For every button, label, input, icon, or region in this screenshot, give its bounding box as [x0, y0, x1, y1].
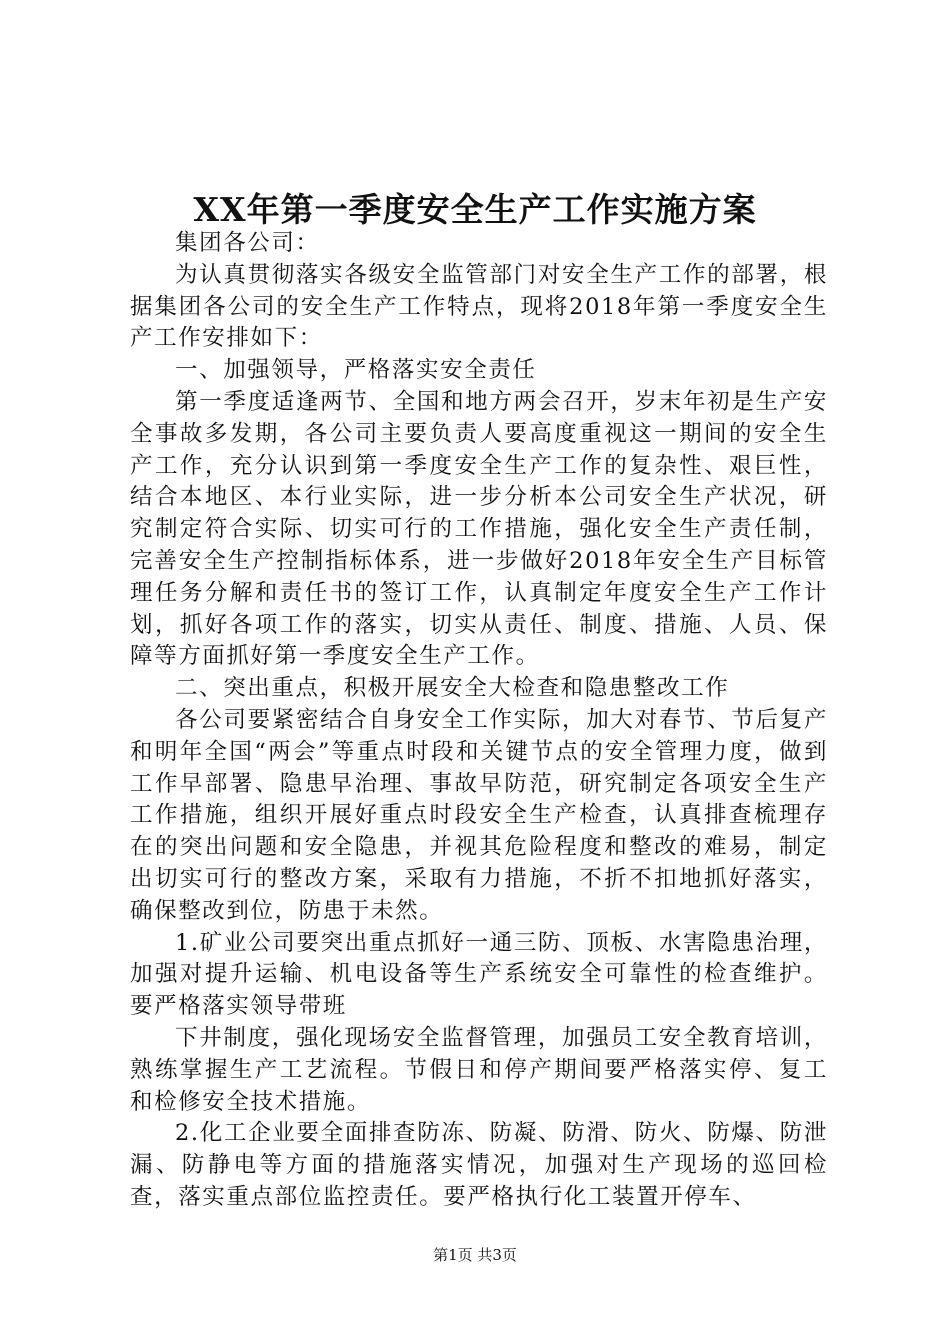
item-2-paragraph: 2.化工企业要全面排查防冻、防凝、防滑、防火、防爆、防泄漏、防静电等方面的措施落实情况，加强对生产现场的巡回检查，落实重点部位监控责任。要严格执行化工装置开停车、: [130, 1120, 828, 1210]
item-1-paragraph: 1.矿业公司要突出重点抓好一通三防、顶板、水害隐患治理，加强对提升运输、机电设备等生产系统安全可靠性的检查维护。要严格落实领导带班: [130, 929, 828, 1020]
document-title: XX年第一季度安全生产工作实施方案: [193, 190, 757, 229]
page-number-footer: 第1页 共3页: [433, 1246, 517, 1264]
intro-paragraph: 为认真贯彻落实各级安全监管部门对安全生产工作的部署，根据集团各公司的安全生产工作特点，现将2018年第一季度安全生产工作安排如下：: [130, 261, 828, 352]
section-heading-2: 二、突出重点，积极开展安全大检查和隐患整改工作: [175, 675, 730, 702]
salutation: 集团各公司：: [175, 230, 320, 256]
section-1-paragraph: 第一季度适逢两节、全国和地方两会召开，岁末年初是生产安全事故多发期，各公司主要负责人要高度重视这一期间的安全生产工作，充分认识到第一季度安全生产工作的复杂性、艰巨性，结合本地区、本行业实际，进一步分析本公司安全生产状况，研究制定符合实际、切实可行的工作措施，强化安全生产责任制，完善安全生产控制指标体系，进一步做好2018年安全生产目标管理任务分解和责任书的签订工作，认真制定年度安全生产工作计划，抓好各项工作的落实，切实从责任、制度、措施、人员、保障等方面抓好第一季度安全生产工作。: [130, 388, 828, 670]
item-1-continuation: 下井制度，强化现场安全监督管理，加强员工安全教育培训，熟练掌握生产工艺流程。节假日和停产期间要严格落实停、复工和检修安全技术措施。: [130, 1024, 828, 1115]
section-2-paragraph: 各公司要紧密结合自身安全工作实际，加大对春节、节后复产和明年全国“两会”等重点时段和关键节点的安全管理力度，做到工作早部署、隐患早治理、事故早防范，研究制定各项安全生产工作措施，组织开展好重点时段安全生产检查，认真排查梳理存在的突出问题和安全隐患，并视其危险程度和整改的难易，制定出切实可行的整改方案，采取有力措施，不折不扣地抓好落实，确保整改到位，防患于未然。: [130, 706, 828, 924]
section-heading-1: 一、加强领导，严格落实安全责任: [175, 357, 537, 384]
document-body: [130, 228, 828, 1214]
